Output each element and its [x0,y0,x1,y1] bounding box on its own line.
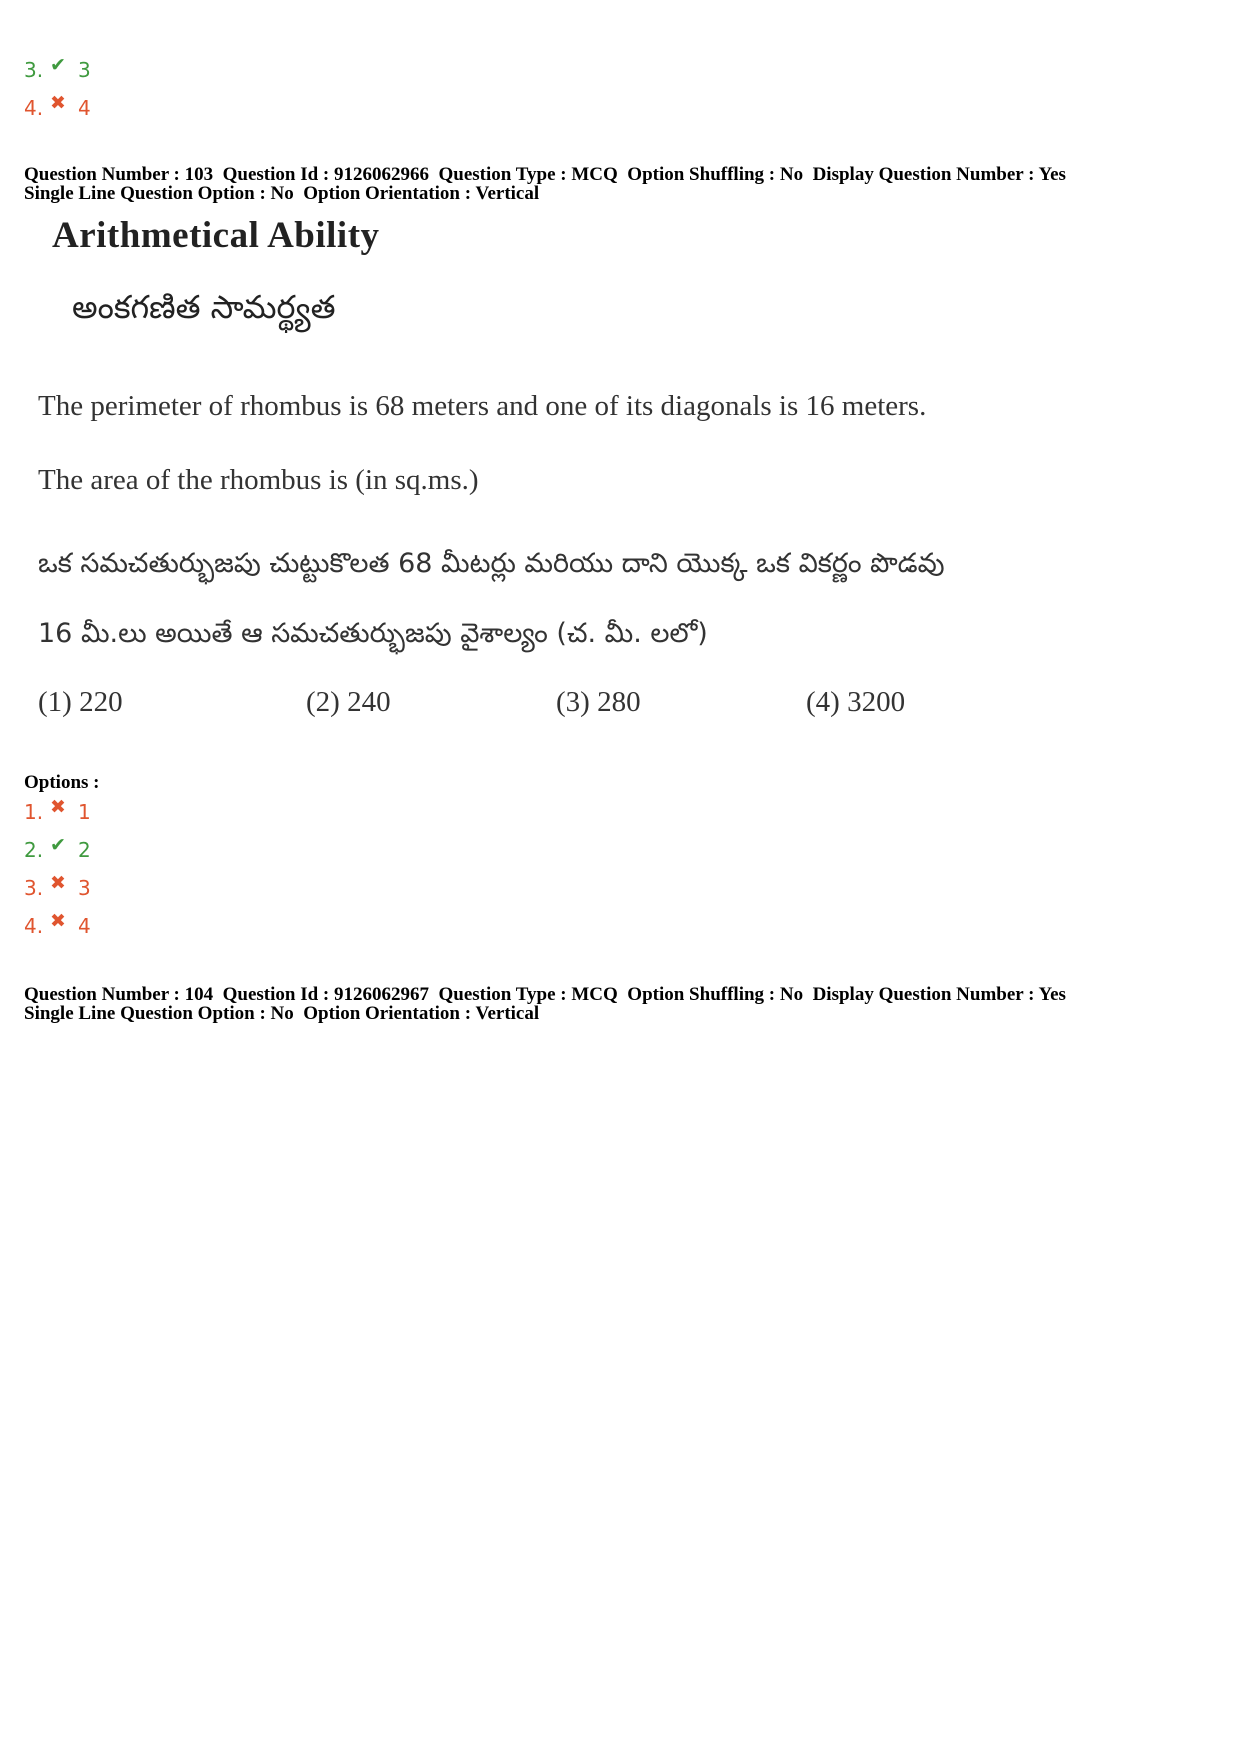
prev-option-3 [24,54,91,82]
cross-icon: ✖ [50,796,66,818]
option-number: 3. [24,876,44,900]
option-label: 2 [78,838,91,862]
option-number: 3. [24,58,44,82]
choice-4: (4) 3200 [806,686,906,718]
option-3 [24,872,91,900]
question-meta-line1: Question Number : 103 Question Id : 9126062966 Question Type : MCQ Option Shuffling : No Display Question Number : Yes [24,164,1066,185]
section-title-telugu: అంకగణిత సామర్థ్యత [72,288,336,326]
choice-3: (3) 280 [556,686,641,718]
cross-icon: ✖ [50,910,66,932]
check-icon: ✔ [50,834,66,856]
choice-1: (1) 220 [38,686,123,718]
option-2 [24,834,91,862]
option-label: 1 [78,800,91,824]
option-1 [24,796,91,824]
option-label: 4 [78,96,91,120]
choice-2: (2) 240 [306,686,391,718]
options-label: Options : [24,772,100,793]
option-4 [24,910,91,938]
option-label: 3 [78,876,91,900]
cross-icon: ✖ [50,92,66,114]
option-number: 1. [24,800,44,824]
question-text-en-1: The perimeter of rhombus is 68 meters and one of its diagonals is 16 meters. [38,390,927,422]
prev-option-4 [24,92,91,120]
check-icon: ✔ [50,54,66,76]
question-meta-line2: Single Line Question Option : No Option Orientation : Vertical [24,183,540,204]
option-number: 4. [24,914,44,938]
option-label: 3 [78,58,91,82]
question-text-te-1: ఒక సమచతుర్భుజపు చుట్టుకొలత 68 మీటర్లు మరియు దాని యొక్క ఒక వికర్ణం పొడవు [38,548,945,579]
option-label: 4 [78,914,91,938]
question-meta-line1: Question Number : 104 Question Id : 9126062967 Question Type : MCQ Option Shuffling : No Display Question Number : Yes [24,984,1066,1005]
section-title: Arithmetical Ability [52,215,380,256]
question-meta-line2: Single Line Question Option : No Option Orientation : Vertical [24,1003,540,1024]
cross-icon: ✖ [50,872,66,894]
question-text-te-2: 16 మీ.లు అయితే ఆ సమచతుర్భుజపు వైశాల్యం (చ. మీ. లలో) [38,618,708,649]
option-number: 4. [24,96,44,120]
option-number: 2. [24,838,44,862]
question-text-en-2: The area of the rhombus is (in sq.ms.) [38,464,479,496]
